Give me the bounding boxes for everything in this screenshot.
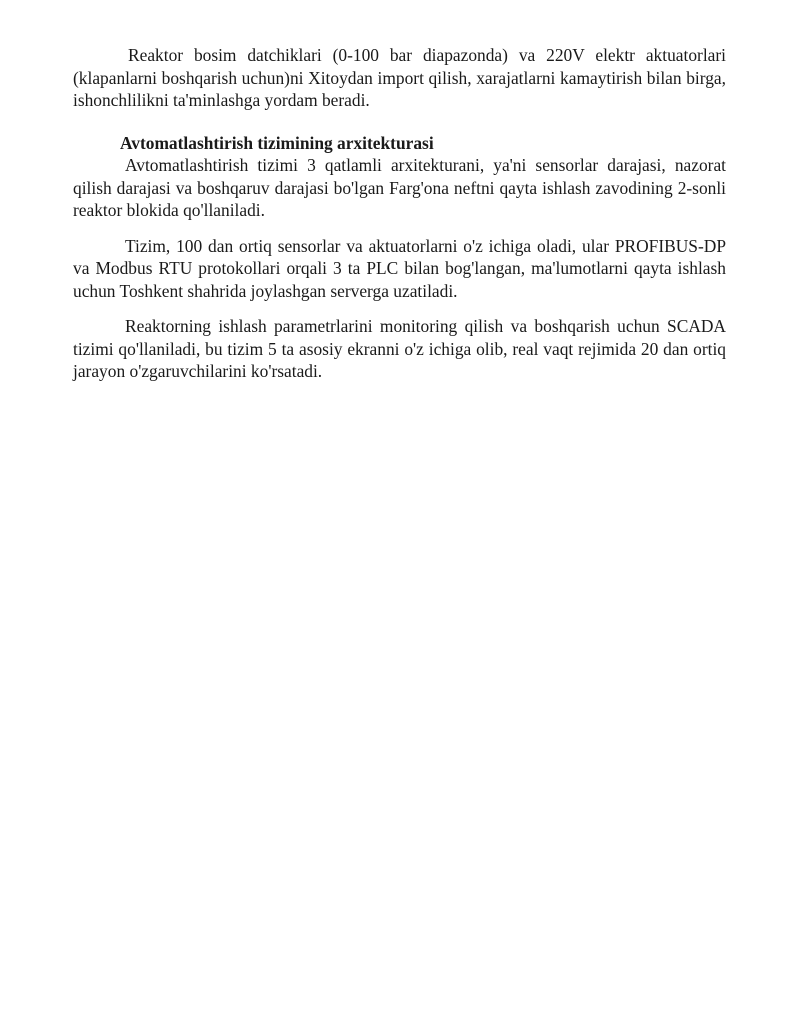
paragraph-architecture: Avtomatlashtirish tizimi 3 qatlamli arxitekturani, ya'ni sensorlar darajasi, nazorat qilish darajasi va boshqaruv darajasi bo'lgan Farg'ona neftni qayta ishlash zavodining 2-sonli reaktor blokida qo'llaniladi. bbox=[73, 155, 726, 220]
paragraph-scada: Reaktorning ishlash parametrlarini monitoring qilish va boshqarish uchun SCADA tizimi qo'llaniladi, bu tizim 5 ta asosiy ekranni o'z ichiga olib, real vaqt rejimida 20 dan ortiq jarayon o'zgaruvchilarini ko'rsatadi. bbox=[73, 316, 726, 381]
spacer bbox=[73, 302, 726, 315]
paragraph-system-sensors: Tizim, 100 dan ortiq sensorlar va aktuatorlarni o'z ichiga oladi, ular PROFIBUS-DP va Modbus RTU protokollari orqali 3 ta PLC bilan bog'langan, ma'lumotlarni qayta ishlash uchun Toshkent shahrida joylashgan serverga uzatiladi. bbox=[73, 235, 726, 301]
section-heading: Avtomatlashtirish tizimining arxitekturasi bbox=[120, 132, 434, 153]
paragraph-import-sensors: Reaktor bosim datchiklari (0-100 bar diapazonda) va 220V elektr aktuatorlari (klapanlarni boshqarish uchun)ni Xitoydan import qilish, xarajatlarni kamaytirish bilan birga, ishonchlilikni ta'minlashga yordam beradi. bbox=[73, 45, 726, 110]
spacer bbox=[73, 112, 726, 132]
spacer bbox=[73, 222, 726, 235]
document-page bbox=[73, 44, 726, 383]
